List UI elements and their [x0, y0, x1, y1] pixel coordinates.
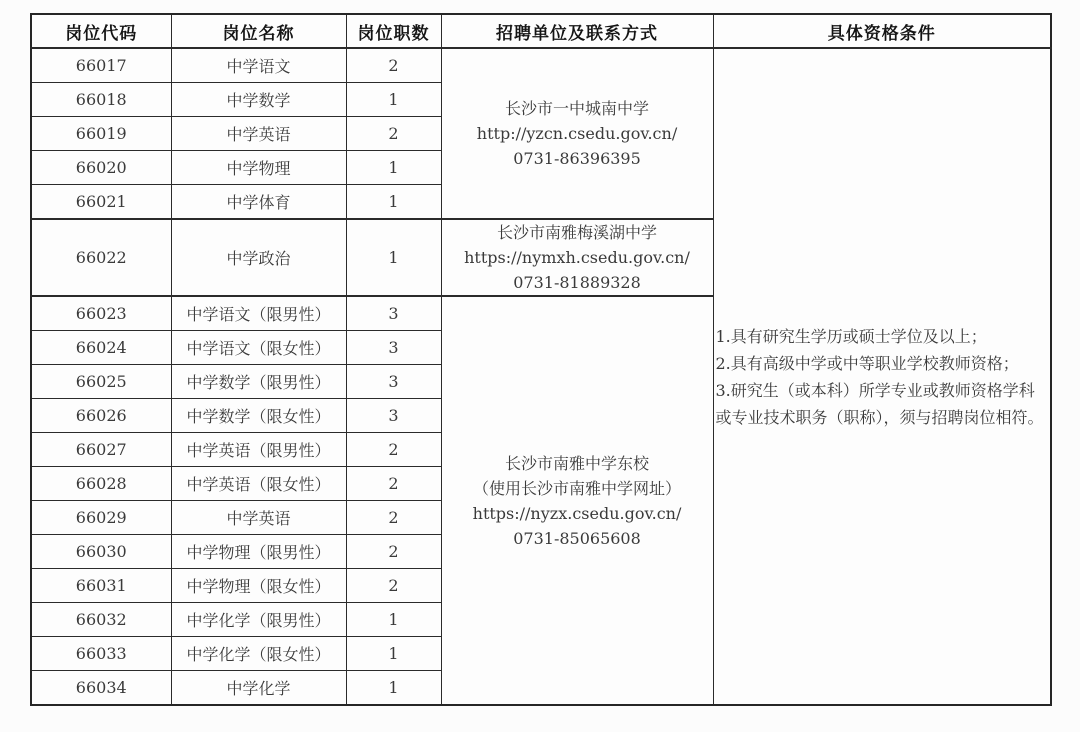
- position-code-cell: 66023: [31, 296, 171, 331]
- position-name-cell: 中学化学（限女性）: [171, 637, 346, 671]
- position-count-cell: 2: [346, 48, 441, 83]
- position-name-cell: 中学化学（限男性）: [171, 603, 346, 637]
- position-count-cell: 3: [346, 331, 441, 365]
- position-code-cell: 66026: [31, 399, 171, 433]
- position-code-cell: 66024: [31, 331, 171, 365]
- school-phone: 0731-86396395: [513, 149, 641, 168]
- position-count-cell: 2: [346, 569, 441, 603]
- school-phone: 0731-85065608: [513, 528, 641, 548]
- position-code-cell: 66020: [31, 151, 171, 185]
- position-count-cell: 1: [346, 671, 441, 706]
- position-count-cell: 3: [346, 296, 441, 331]
- table-body: [31, 48, 1051, 705]
- table-header: [31, 14, 1051, 48]
- table-row: [31, 48, 1051, 83]
- position-count-cell: 2: [346, 467, 441, 501]
- position-count-cell: 2: [346, 433, 441, 467]
- position-code-cell: 66029: [31, 501, 171, 535]
- header-position-code: 岗位代码: [31, 14, 171, 48]
- qualification-cell: [713, 48, 1051, 705]
- qualification-item: 1.具有研究生学历或硕士学位及以上；: [715, 326, 987, 346]
- header-position-name: 岗位名称: [171, 14, 346, 48]
- position-name-cell: 中学语文（限女性）: [171, 331, 346, 365]
- position-name-cell: 中学体育: [171, 185, 346, 220]
- position-name-cell: 中学物理: [171, 151, 346, 185]
- school-url: http://yzcn.csedu.gov.cn/: [476, 124, 678, 143]
- position-count-cell: 1: [346, 83, 441, 117]
- recruiting-unit-cell: [441, 219, 713, 296]
- position-code-cell: 66027: [31, 433, 171, 467]
- position-code-cell: 66028: [31, 467, 171, 501]
- header-qualifications: 具体资格条件: [713, 14, 1051, 48]
- qualification-item: 3.研究生（或本科）所学专业或教师资格学科或专业技术职务（职称），须与招聘岗位相符。: [715, 380, 1044, 427]
- position-name-cell: 中学语文（限男性）: [171, 296, 346, 331]
- position-name-cell: 中学物理（限男性）: [171, 535, 346, 569]
- position-count-cell: 1: [346, 219, 441, 296]
- position-count-cell: 1: [346, 185, 441, 220]
- school-phone: 0731-81889328: [513, 273, 641, 292]
- position-name-cell: 中学物理（限女性）: [171, 569, 346, 603]
- position-code-cell: 66022: [31, 219, 171, 296]
- position-code-cell: 66017: [31, 48, 171, 83]
- recruitment-table: [30, 13, 1052, 706]
- position-count-cell: 3: [346, 365, 441, 399]
- position-code-cell: 66021: [31, 185, 171, 220]
- position-name-cell: 中学化学: [171, 671, 346, 706]
- position-code-cell: 66018: [31, 83, 171, 117]
- position-count-cell: 1: [346, 151, 441, 185]
- position-name-cell: 中学数学（限男性）: [171, 365, 346, 399]
- position-count-cell: 2: [346, 117, 441, 151]
- position-name-cell: 中学英语（限女性）: [171, 467, 346, 501]
- position-code-cell: 66019: [31, 117, 171, 151]
- position-count-cell: 1: [346, 637, 441, 671]
- school-name: 长沙市南雅中学东校: [504, 453, 649, 473]
- position-name-cell: 中学政治: [171, 219, 346, 296]
- recruiting-unit-cell: [441, 48, 713, 219]
- school-url: https://nyzx.csedu.gov.cn/: [472, 503, 682, 523]
- school-url: https://nymxh.csedu.gov.cn/: [464, 248, 690, 267]
- position-name-cell: 中学语文: [171, 48, 346, 83]
- position-name-cell: 中学英语: [171, 117, 346, 151]
- position-name-cell: 中学英语: [171, 501, 346, 535]
- position-name-cell: 中学数学（限女性）: [171, 399, 346, 433]
- position-name-cell: 中学数学: [171, 83, 346, 117]
- position-code-cell: 66034: [31, 671, 171, 706]
- position-count-cell: 2: [346, 535, 441, 569]
- position-name-cell: 中学英语（限男性）: [171, 433, 346, 467]
- position-count-cell: 1: [346, 603, 441, 637]
- school-name: 长沙市南雅梅溪湖中学: [496, 223, 657, 242]
- position-code-cell: 66033: [31, 637, 171, 671]
- position-code-cell: 66030: [31, 535, 171, 569]
- school-note: （使用长沙市南雅中学网址）: [472, 478, 681, 498]
- position-code-cell: 66032: [31, 603, 171, 637]
- header-row: [31, 14, 1051, 48]
- school-name: 长沙市一中城南中学: [504, 99, 649, 118]
- header-position-count: 岗位职数: [346, 14, 441, 48]
- position-count-cell: 2: [346, 501, 441, 535]
- header-recruiting-unit: 招聘单位及联系方式: [441, 14, 713, 48]
- position-code-cell: 66025: [31, 365, 171, 399]
- qualification-item: 2.具有高级中学或中等职业学校教师资格；: [715, 353, 1019, 373]
- position-code-cell: 66031: [31, 569, 171, 603]
- recruiting-unit-cell: [441, 296, 713, 705]
- position-count-cell: 3: [346, 399, 441, 433]
